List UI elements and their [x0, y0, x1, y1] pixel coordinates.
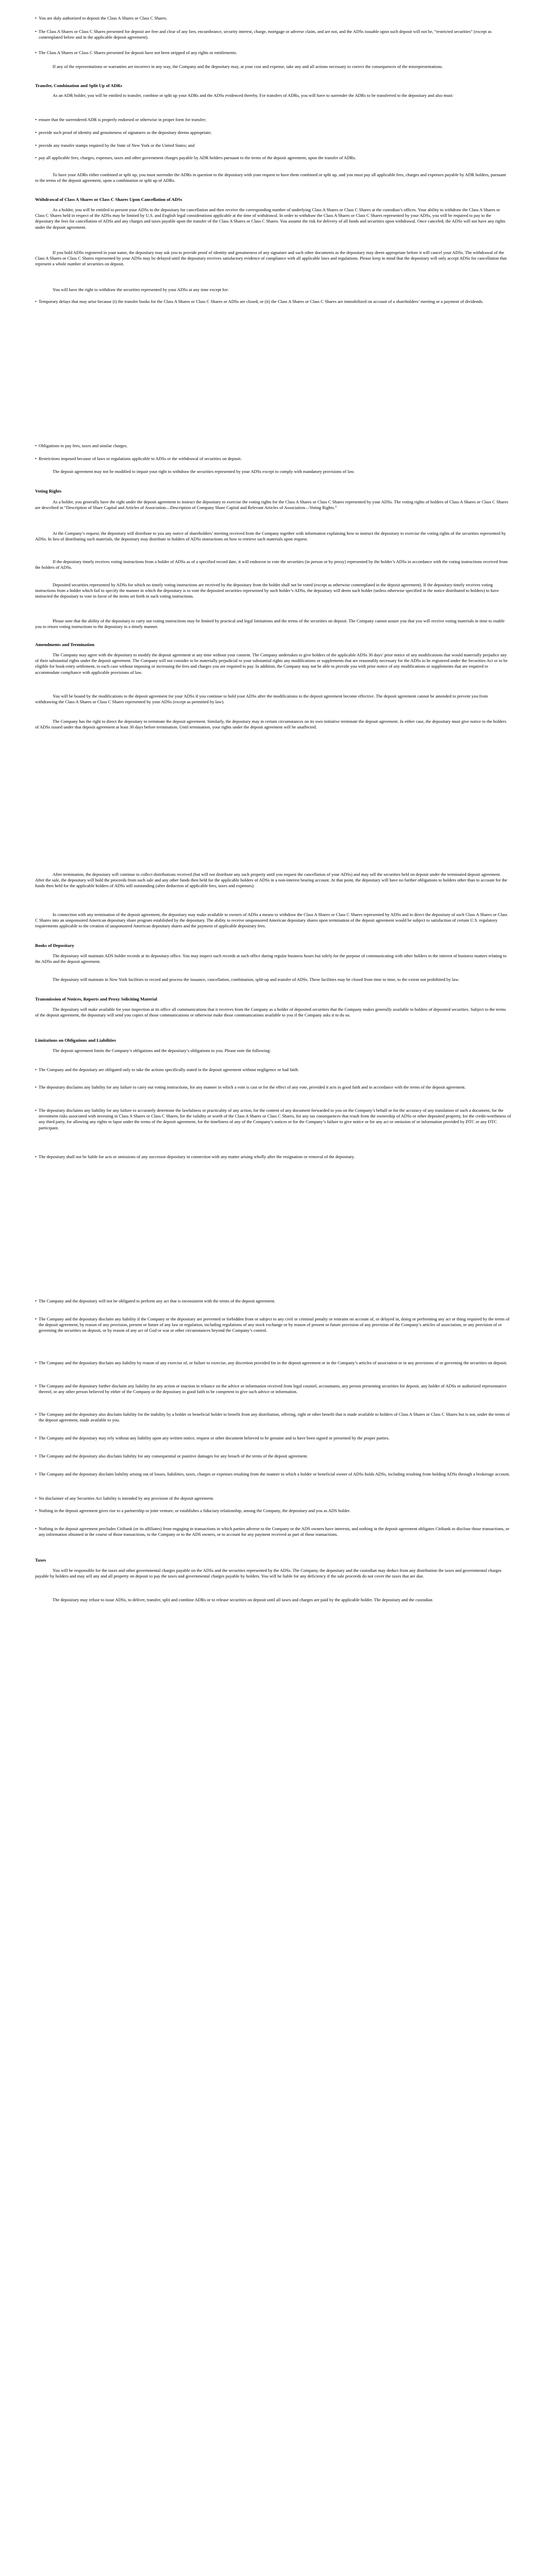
bullet-icon: •: [35, 1108, 37, 1113]
list-item-text: ensure that the surrendered ADR is properly endorsed or otherwise in proper form for transfer;: [39, 117, 207, 122]
bullet-icon: •: [35, 1412, 37, 1417]
list-item: [35, 1360, 513, 1366]
list-item: [35, 1412, 513, 1423]
list-item: [35, 1067, 513, 1073]
list-item-text: The Company and the depositary further disclaim any liability for any action or inaction in reliance on the advice or information received from legal counsel, accountants, any person presenting securities for deposit, any holder of ADSs or authorized representative thereof, or any other person believed by either of the Company or the depositary in good faith to be competent to give such advice or information.: [39, 1383, 507, 1395]
bullet-icon: •: [35, 143, 37, 148]
list-item: [35, 1108, 513, 1131]
list-item: [35, 15, 513, 21]
bullet-icon: •: [35, 29, 37, 34]
list-item: [35, 1471, 513, 1477]
list-item-text: The Company and the depositary disclaim liability arising out of losses, liabilities, taxes, charges or expenses resulting from the manner in which a holder or beneficial owner of ADSs holds ADSs, including resulting from holding ADSs through a brokerage account.: [39, 1471, 510, 1477]
list-item: [35, 1383, 513, 1395]
paragraph: Deposited securities represented by ADSs for which no timely voting instructions are received by the depositary from the holder shall not be voted (except as otherwise contemplated in the deposit agreement). If the depositary timely receives voting instructions from a holder which fail to specify the manner in which the depositary is to vote the deposited securities represented by such holder’s ADSs, the depositary will deem such holder (unless otherwise specified in the notice distributed to holders) to have instructed the depositary to vote in favor of the items set forth in such voting instructions.: [35, 582, 499, 599]
list-item: [35, 299, 513, 304]
bullet-icon: •: [35, 1067, 37, 1072]
paragraph: As a holder, you will be entitled to present your ADSs to the depositary for cancellation and then receive the corresponding number of underlying Class A Shares or Class C Shares at the custodian’s offices. Your ability to withdraw the Class A Shares or Class C Shares held in respect of the ADSs may be limited by U.S. and English legal considerations applicable at the time of withdrawal. In order to withdraw the Class A Shares or Class C Shares represented by your ADSs, you will be required to pay to the depositary the fees for cancellation of ADSs and any charges and taxes payable upon the transfer of the Class A Shares or Class C Shares. You assume the risk for delivery of all funds and securities upon withdrawal. Once canceled, the ADSs will not have any rights under the deposit agreement.: [35, 207, 505, 230]
list-item: [35, 1084, 513, 1090]
list-item-text: The Class A Shares or Class C Shares presented for deposit have not been stripped of any rights or entitlements.: [39, 50, 237, 55]
list-item-text: Restrictions imposed because of laws or regulations applicable to ADSs or the withdrawal of securities on deposit.: [39, 456, 242, 461]
list-item-text: The Company and the depositary may rely without any liability upon any written notice, request or other document believed to be genuine and to have been signed or presented by the proper parties.: [39, 1435, 390, 1440]
section-heading: Transfer, Combination and Split Up of ADRs: [35, 83, 122, 88]
bullet-icon: •: [35, 15, 37, 21]
bullet-icon: •: [35, 1298, 37, 1303]
bullet-icon: •: [35, 1496, 37, 1501]
paragraph: The Company has the right to direct the depositary to terminate the deposit agreement. Similarly, the depositary may in certain circumstances on its own initiative terminate the deposit agreement. In either case, the depositary must give notice to the holders of ADSs issued under that deposit agreement at least 30 days before termination. Until termination, your rights under the deposit agreement will be unaffected.: [35, 719, 506, 730]
bullet-icon: •: [35, 1383, 37, 1388]
paragraph: The deposit agreement limits the Company’s obligations and the depositary’s obligations to you. Please note the following:: [53, 1048, 271, 1053]
list-item-text: The Class A Shares or Class C Shares presented for deposit are free and clear of any lien, encumbrance, security interest, charge, mortgage or adverse claim, and are not, and the ADSs issuable upon such deposit will not be, “restricted securities” (except as contemplated below and in the applicable deposit agreement).: [39, 29, 492, 40]
list-item-text: The Company and the depositary are obligated only to take the actions specifically stated in the deposit agreement without negligence or bad faith.: [39, 1067, 299, 1072]
paragraph: If you hold ADSs registered in your name, the depositary may ask you to provide proof of identity and genuineness of any signature and such other documents as the depositary may deem appropriate before it will cancel your ADSs. The withdrawal of the Class A Shares or Class C Shares represented by your ADSs may be delayed until the depositary receives satisfactory evidence of compliance with all applicable laws and regulations. Please keep in mind that the depositary will only accept ADSs for cancellation that represent a whole number of securities on deposit.: [35, 250, 507, 267]
list-item: [35, 1508, 513, 1514]
list-item-text: The Company and the depositary disclaim any liability by reason of any exercise of, or failure to exercise, any discretion provided for in the deposit agreement or in the Company’s articles of association or in any provisions of or governing the securities on deposit.: [39, 1360, 507, 1365]
bullet-icon: •: [35, 1508, 37, 1513]
paragraph: The depositary will make available for your inspection at its office all communications that it receives from the Company as a holder of deposited securities that the Company makes generally available to holders of deposited securities. Subject to the terms of the deposit agreement, the depositary will send you copies of those communications or otherwise make those communications available to you if the Company asks it to do so.: [35, 1007, 506, 1018]
list-item-text: pay all applicable fees, charges, expenses, taxes and other government charges payable by ADR holders pursuant to the terms of the deposit agreement, upon the transfer of ADRs.: [39, 155, 356, 160]
bullet-icon: •: [35, 1453, 37, 1459]
paragraph: To have your ADRs either combined or split up, you must surrender the ADRs in question to the depositary with your request to have them combined or split up, and you must pay all applicable fees, charges and expenses payable by ADR holders, pursuant to the terms of the deposit agreement, upon a combination or split up of ADRs.: [35, 172, 506, 183]
paragraph: As an ADR holder, you will be entitled to transfer, combine or split up your ADRs and the ADSs evidenced thereby. For transfers of ADRs, you will have to surrender the ADRs to be transferred to the depositary and also must:: [53, 93, 454, 98]
list-item: [35, 1316, 513, 1334]
paragraph: You will have the right to withdraw the securities represented by your ADSs at any time except for:: [53, 287, 229, 292]
list-item: [35, 1298, 513, 1304]
paragraph: The depositary may refuse to issue ADSs, to deliver, transfer, split and combine ADRs or to release securities on deposit until all taxes and charges are paid by the applicable holder. The depositary and the custodian: [53, 1597, 433, 1602]
list-item: [35, 50, 513, 56]
bullet-icon: •: [35, 456, 37, 461]
list-item: [35, 1526, 513, 1537]
section-heading: Transmission of Notices, Reports and Proxy Soliciting Material: [35, 996, 157, 1002]
paragraph: The depositary will maintain in New York facilities to record and process the issuance, cancellation, combination, split-up and transfer of ADSs. These facilities may be closed from time to time, to the extent not prohibited by law.: [53, 977, 459, 982]
paragraph: Please note that the ability of the depositary to carry out voting instructions may be limited by practical and legal limitations and the terms of the securities on deposit. The Company cannot assure you that you will receive voting materials in time to enable you to return voting instructions to the depositary in a timely manner.: [35, 618, 505, 630]
bullet-icon: •: [35, 443, 37, 448]
section-heading: Withdrawal of Class A Shares or Class C Shares Upon Cancellation of ADSs: [35, 197, 183, 202]
paragraph: At the Company’s request, the depositary will distribute to you any notice of shareholders’ meeting received from the Company together with information explaining how to instruct the depositary to exercise the voting rights of the securities represented by ADSs. In lieu of distributing such materials, the depositary may distribute to holders of ADSs instructions on how to retrieve such materials upon request.: [35, 531, 506, 542]
list-item-text: provide any transfer stamps required by the State of New York or the United States; and: [39, 143, 195, 148]
list-item: [35, 130, 513, 135]
list-item-text: Obligations to pay fees, taxes and similar charges.: [39, 443, 128, 448]
list-item-text: Temporary delays that may arise because (i) the transfer books for the Class A Shares or Class C Shares or ADSs are closed, or (ii) the Class A Shares or Class C Shares are immobilized on account of a shareholders’ meeting or a payment of dividends.: [39, 299, 484, 304]
list-item-text: The Company and the depositary also disclaim liability for the inability by a holder or beneficial holder to benefit from any distribution, offering, right or other benefit that is made available to holders of Class A Shares or Class C Shares but is not, under the terms of the deposit agreement, made available to you.: [39, 1412, 510, 1423]
section-heading: Books of Depositary: [35, 943, 74, 948]
paragraph: The deposit agreement may not be modified to impair your right to withdraw the securities represented by your ADSs except to comply with mandatory provisions of law.: [53, 469, 355, 474]
section-heading: Limitations on Obligations and Liabilities: [35, 1038, 116, 1043]
list-item: [35, 155, 513, 161]
list-item: [35, 29, 513, 40]
paragraph: The depositary will maintain ADS holder records at its depositary office. You may inspect such records at such office during regular business hours but solely for the purpose of communicating with other holders in the interest of business matters relating to the ADSs and the deposit agreement.: [35, 953, 507, 964]
list-item: [35, 456, 513, 462]
section-heading: Voting Rights: [35, 488, 62, 494]
paragraph: You will be bound by the modifications to the deposit agreement for your ADSs if you continue to hold your ADSs after the modifications to the deposit agreement become effective. The deposit agreement cannot be amended to prevent you from withdrawing the Class A Shares or Class C Shares represented by your ADSs (except as permitted by law).: [35, 693, 488, 705]
bullet-icon: •: [35, 1526, 37, 1531]
bullet-icon: •: [35, 117, 37, 122]
list-item-text: The depositary disclaims any liability for any failure to accurately determine the lawfulness or practicality of any action, for the content of any document forwarded to you on the Company’s behalf or for the accuracy of any translation of such a document, for the investment risks associated with investing in Class A Shares or Class C Shares, for the validity or worth of the Class A Shares or Class C Shares, for any tax consequences that result from the ownership of ADSs or other deposited property, for the credit-worthiness of any third party, for allowing any rights to lapse under the terms of the deposit agreement, for the timeliness of any of the Company’s notices or for the Company’s failure to give notice or for any act or omission of or information provided by DTC or any DTC participant.: [39, 1108, 511, 1130]
bullet-icon: •: [35, 1435, 37, 1440]
bullet-icon: •: [35, 1316, 37, 1321]
list-item-text: The depositary disclaims any liability for any failure to carry out voting instructions, for any manner in which a vote is cast or for the effect of any vote, provided it acts in good faith and in accordance with the terms of the deposit agreement.: [39, 1084, 466, 1090]
list-item-text: The Company and the depositary also disclaim liability for any consequential or punitive damages for any breach of the terms of the deposit agreement.: [39, 1453, 308, 1459]
paragraph: As a holder, you generally have the right under the deposit agreement to instruct the depositary to exercise the voting rights for the Class A Shares or Class C Shares represented by your ADSs. The voting rights of holders of Class A Shares or Class C Shares are described in “Description of Share Capital and Articles of Association—Description of Company Share Capital and Relevant Articles of Association—Voting Rights.”: [35, 499, 508, 511]
list-item: [35, 1154, 513, 1160]
bullet-icon: •: [35, 1154, 37, 1159]
list-item-text: No disclaimer of any Securities Act liability is intended by any provision of the deposit agreement.: [39, 1496, 214, 1501]
bullet-icon: •: [35, 155, 37, 160]
list-item-text: The Company and the depositary disclaim any liability if the Company or the depositary are prevented or forbidden from or subject to any civil or criminal penalty or restraint on account of, or delayed in, doing or performing any act or thing required by the terms of the deposit agreement, by reason of any provision, present or future of any law or regulation, including regulations of any stock exchange or by reason of present or future provision of any provision of the Company’s articles of association, or any provision of or governing the securities on deposit, or by reason of any act of God or war or other circumstances beyond the Company’s control.: [39, 1316, 510, 1333]
list-item-text: The depositary shall not be liable for acts or omissions of any successor depositary in connection with any matter arising wholly after the resignation or removal of the depositary.: [39, 1154, 355, 1159]
paragraph: If any of the representations or warranties are incorrect in any way, the Company and the depositary may, at your cost and expense, take any and all actions necessary to correct the consequences of the misrepresentations.: [53, 64, 443, 69]
paragraph: If the depositary timely receives voting instructions from a holder of ADSs as of a specified record date, it will endeavor to vote the securities (in person or by proxy) represented by the holder’s ADSs in accordance with the voting instructions received from the holders of ADSs.: [35, 559, 508, 570]
paragraph: The Company may agree with the depositary to modify the deposit agreement at any time without your consent. The Company undertakes to give holders of the applicable ADSs 30 days’ prior notice of any modifications that would materially prejudice any of their substantial rights under the deposit agreement. The Company will not consider to be materially prejudicial to your substantial rights any modifications or supplements that are reasonably necessary for the ADSs to be registered under the Securities Act or to be eligible for book-entry settlement, in each case without imposing or increasing the fees and charges you are required to pay. In addition, the Company may not be able to provide you with prior notice of any modifications or supplements that are required to accommodate compliance with applicable provisions of law.: [35, 652, 508, 675]
bullet-icon: •: [35, 130, 37, 135]
list-item: [35, 1453, 513, 1459]
list-item-text: You are duly authorized to deposit the Class A Shares or Class C Shares.: [39, 15, 168, 21]
section-heading: Taxes: [35, 1557, 46, 1563]
section-heading: Amendments and Termination: [35, 642, 94, 647]
paragraph: After termination, the depositary will continue to collect distributions received (but will not distribute any such property until you request the cancellation of your ADSs) and may sell the securities held on deposit under the terminated deposit agreement. After the sale, the depositary will hold the proceeds from such sale and any other funds then held for the applicable holders of ADSs in a non-interest bearing account. At that point, the depositary will have no further obligations to holders other than to account for the funds then held for the applicable holders of ADSs still outstanding (after deduction of applicable fees, taxes and expenses).: [35, 872, 507, 889]
list-item: [35, 443, 513, 449]
list-item-text: Nothing in the deposit agreement gives rise to a partnership or joint venture, or establishes a fiduciary relationship, among the Company, the depositary and you as ADS holder.: [39, 1508, 351, 1513]
bullet-icon: •: [35, 299, 37, 304]
bullet-icon: •: [35, 1360, 37, 1365]
list-item-text: The Company and the depositary will not be obligated to perform any act that is inconsistent with the terms of the deposit agreement.: [39, 1298, 275, 1303]
list-item: [35, 1496, 513, 1501]
paragraph: In connection with any termination of the deposit agreement, the depositary may make available to owners of ADSs a means to withdraw the Class A Shares or Class C Shares represented by ADSs and to direct the depositary of such Class A Shares or Class C Shares into an unsponsored American depositary share program established by the depositary. The ability to receive unsponsored American depositary shares upon termination of the deposit agreement would be subject to satisfaction of certain U.S. regulatory requirements applicable to the creation of unsponsored American depositary shares and the payment of applicable depositary fees.: [35, 912, 507, 929]
list-item: [35, 143, 513, 148]
list-item-text: provide such proof of identity and genuineness of signatures as the depositary deems appropriate;: [39, 130, 212, 135]
paragraph: You will be responsible for the taxes and other governmental charges payable on the ADSs and the securities represented by the ADSs. The Company, the depositary and the custodian may deduct from any distribution the taxes and governmental charges payable by holders and may sell any and all property on deposit to pay the taxes and governmental charges payable by holders. You will be liable for any deficiency if the sale proceeds do not cover the taxes that are due.: [35, 1568, 502, 1579]
bullet-icon: •: [35, 1471, 37, 1477]
list-item: [35, 1435, 513, 1441]
list-item: [35, 117, 513, 123]
bullet-icon: •: [35, 50, 37, 55]
bullet-icon: •: [35, 1084, 37, 1090]
list-item-text: Nothing in the deposit agreement precludes Citibank (or its affiliates) from engaging in transactions in which parties adverse to the Company or the ADS owners have interests, and nothing in the deposit agreement obligates Citibank to disclose those transactions, or any information obtained in the course of those transactions, to the Company or to the ADS owners, or to account for any payment received as part of those transactions.: [39, 1526, 509, 1537]
